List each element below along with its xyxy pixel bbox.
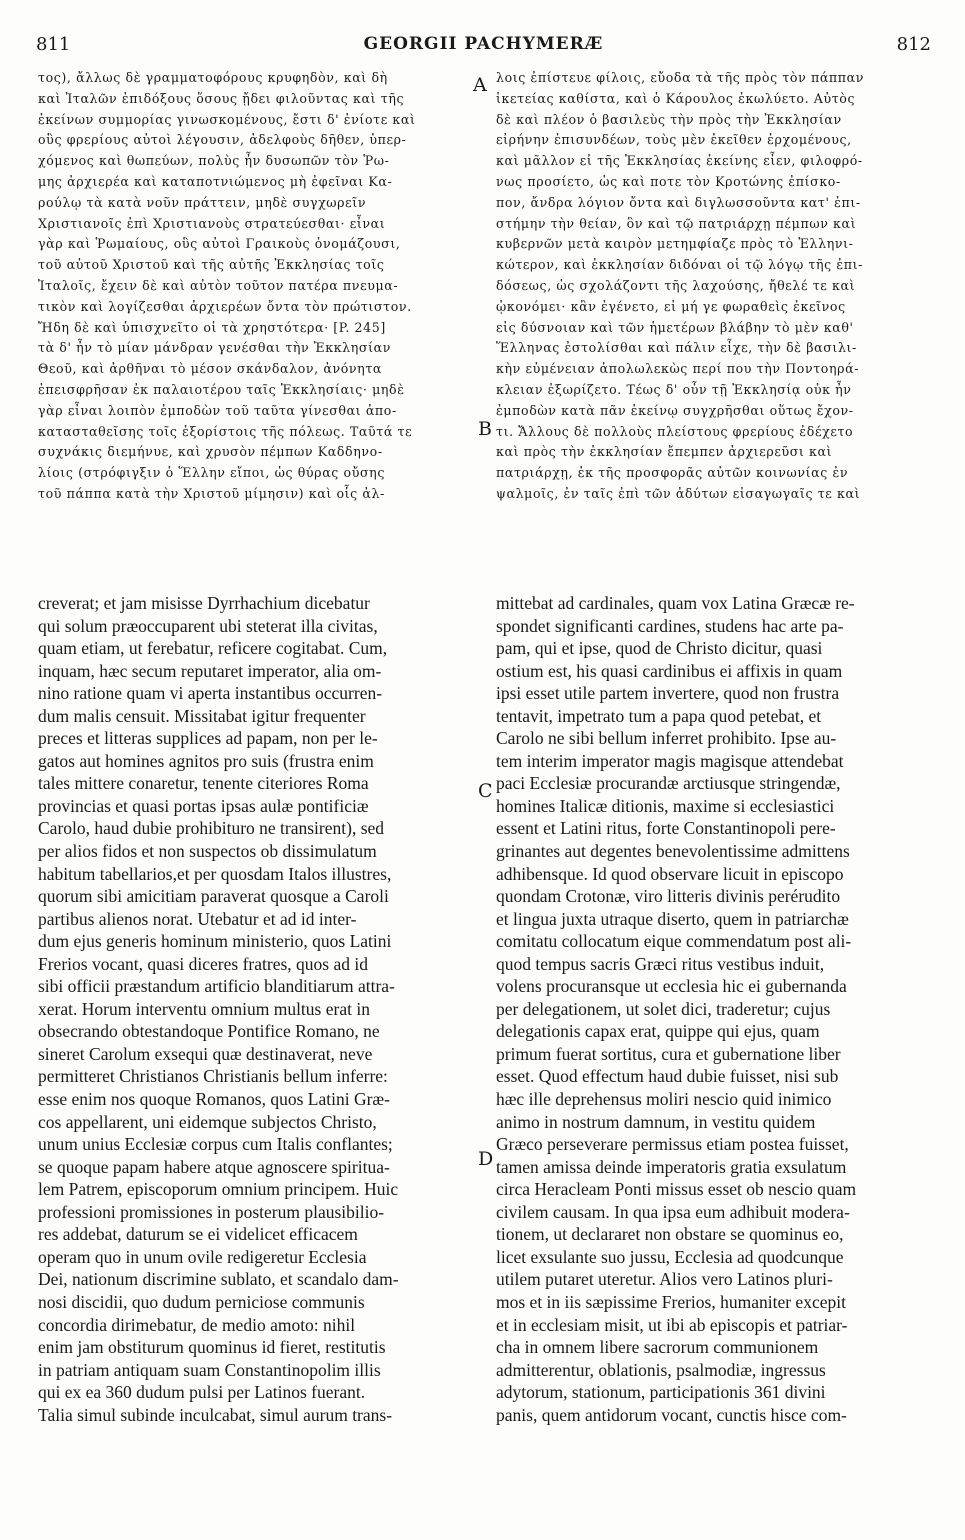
text-line: grinantes aut degentes benevolentissime admittens xyxy=(496,841,850,862)
text-line: εἰς δύσνοιαν καὶ τῶν ἡμετέρων βλάβην τὸ μὲν καθ' xyxy=(496,319,854,335)
text-line: quod tempus sacris Græci ritus vestibus induit, xyxy=(496,953,825,974)
text-line: per delegationem, ut solet dici, traderetur; cujus xyxy=(496,998,831,1019)
text-line: tionem, ut declararet non obstare se quominus eo, xyxy=(496,1224,844,1245)
greek-column-left xyxy=(38,68,470,505)
text-line: professioni promissiones in posterum plausibilio- xyxy=(38,1201,385,1222)
text-line: Græco perseverare permissus etiam postea fuisset, xyxy=(496,1134,849,1155)
text-line: δόσεως, ὡς σχολάζοντι τῆς λαχούσης, ἤθελέ τε καὶ xyxy=(496,277,856,293)
text-line: inquam, hæc secum reputaret imperator, alia om- xyxy=(38,660,382,681)
text-line: Carolo ne sibi bellum inferret prohibito. Ipse au- xyxy=(496,728,837,749)
running-title: GEORGII PACHYMERÆ xyxy=(363,34,604,54)
margin-marker-c: C xyxy=(478,780,493,802)
text-line: Talia simul subinde inculcabat, simul aurum trans- xyxy=(38,1404,393,1425)
text-line: et lingua juxta utraque diserto, quem in patriarchæ xyxy=(496,908,849,929)
text-line: hæc ille deprehensus moliri nescio quid inimico xyxy=(496,1089,832,1110)
margin-marker-d: D xyxy=(478,1148,494,1170)
text-line: esse enim nos quoque Romanos, quos Latini Græ- xyxy=(38,1089,390,1110)
text-line: τος), ἄλλως δὲ γραμματοφόρους κρυφηδὸν, καὶ δὴ xyxy=(38,70,388,85)
text-line: quam etiam, ut ferebatur, reficere cogitabat. Cum, xyxy=(38,638,388,659)
text-line: Θεοῦ, καὶ ἀρθῆναι τὸ μέσον σκάνδαλον, ἀνόνητα xyxy=(38,361,383,377)
text-line: sibi officii præstandum artificio blanditiarum attra- xyxy=(38,976,395,997)
running-header xyxy=(36,34,931,58)
text-line: καὶ πρὸς τὴν ἐκκλησίαν ἔπεμπεν ἀρχιερεῦσι καὶ xyxy=(496,444,833,460)
text-line: ψαλμοῖς, ἐν ταῖς ἐπὶ τῶν ἀδύτων εἰσαγωγαῖς τε καὶ xyxy=(496,485,861,501)
text-line: Ἰταλοῖς, ἔχειν δὲ καὶ αὐτὸν τοῦτον πατέρα πνευμα- xyxy=(38,277,399,293)
text-line: adhibensque. Id quod observare licuit in episcopo xyxy=(496,863,844,884)
text-line: provincias et quasi portas ipsas aulæ pontificiæ xyxy=(38,795,369,816)
text-line: τοῦ πάππα κατὰ τὴν Χριστοῦ μίμησιν) καὶ οἷς ἀλ- xyxy=(38,485,385,501)
text-line: dum ejus generis hominum ministerio, quos Latini xyxy=(38,931,392,952)
text-line: nosi discidii, quo dudum perniciose communis xyxy=(38,1291,365,1312)
text-line: συχνάκις διεμήνυε, καὶ χρυσὸν πέμπων Καδδηνο- xyxy=(38,444,383,460)
text-line: in patriam antiquam suam Constantinopolim illis xyxy=(38,1359,381,1380)
text-line: κυβερνῶν μετὰ καιρὸν μετημφίαζε πρὸς τὸ Ἑλληνι- xyxy=(496,236,854,252)
text-line: primum fuerat sortitus, cura et gubernatione liber xyxy=(496,1043,841,1064)
text-line: cos appellarent, uni eidemque subjectos Christo, xyxy=(38,1111,377,1132)
text-line: xerat. Horum interventu omnium multus erat in xyxy=(38,998,370,1019)
text-line: κλειαν ἐξωρίζετο. Τέως δ' οὖν τῇ Ἐκκλησίᾳ οὐκ ἦν xyxy=(496,381,852,397)
text-line: operam quo in unum ovile redigeretur Ecclesia xyxy=(38,1246,367,1267)
text-line: ἐπεισφρῆσαν ἐκ παλαιοτέρου ταῖς Ἐκκλησίαις· μηδὲ xyxy=(38,381,405,397)
text-line: creverat; et jam misisse Dyrrhachium dicebatur xyxy=(38,593,370,613)
text-line: tales mittere conaretur, tenente citeriores Roma xyxy=(38,773,369,794)
text-line: κώτερον, καὶ ἐκκλησίαν διδόναι οἱ τῷ λόγῳ τῆς ἐπι- xyxy=(496,257,864,273)
text-line: pam, qui et ipse, quod de Christo dicitur, quasi xyxy=(496,638,823,659)
text-line: τι. Ἄλλους δὲ πολλοὺς πλείστους φρερίους ἐδέχετο xyxy=(496,423,854,439)
text-line: unum unius Ecclesiæ corpus cum Italis conflantes; xyxy=(38,1134,393,1155)
page-number-right: 812 xyxy=(896,34,931,55)
text-line: habitum tabellarios,et per quosdam Italos illustres, xyxy=(38,863,392,884)
text-line: essent et Latini ritus, forte Constantinopoli pere- xyxy=(496,818,836,839)
text-line: μης ἀρχιερέα καὶ καταποτνιώμενος μὴ ἐφεῖναι Κα- xyxy=(38,173,393,189)
text-line: mittebat ad cardinales, quam vox Latina Græcæ re- xyxy=(496,593,855,613)
text-line: ᾠκονόμει· κἂν ἐγένετο, εἰ μή γε φωραθεὶς ἐκεῖνος xyxy=(496,298,846,314)
text-line: panis, quem antidorum vocant, cunctis hisce com- xyxy=(496,1404,847,1425)
text-line: comitatu collocatum eique commendatum post ali- xyxy=(496,931,852,952)
text-line: ostium est, his quasi cardinibus ei affixis in quam xyxy=(496,660,843,681)
text-line: νως προσίετο, ὡς καὶ ποτε τὸν Κροτώνης ἐπίσκο- xyxy=(496,173,841,189)
text-line: licet exsulante suo jussu, Ecclesia ad quodcunque xyxy=(496,1246,844,1267)
text-line: admitterentur, oblationis, psalmodiæ, ingressus xyxy=(496,1359,826,1380)
text-line: στήμην τὴν θείαν, ὃν καὶ τῷ πατριάρχῃ πέμπων καὶ xyxy=(496,215,857,231)
text-line: spondet significanti cardines, studens hac arte pa- xyxy=(496,615,844,636)
text-line: εἰρήνην ἐπισυνδέων, τοὺς μὲν ἐκεῖθεν ἐρχομένους, xyxy=(496,132,852,148)
margin-marker-a: A xyxy=(473,74,487,96)
text-line: γὰρ καὶ Ῥωμαίους, οὓς αὐτοὶ Γραικοὺς ὀνομάζουσι, xyxy=(38,236,401,252)
text-line: γὰρ εἶναι λοιπὸν ἐμποδὼν τοῦ ταῦτα γίνεσθαι ἀπο- xyxy=(38,402,397,418)
text-line: Χριστιανοῖς ἐπὶ Χριστιανοὺς στρατεύεσθαι· εἶναι xyxy=(38,215,386,231)
text-line: paci Ecclesiæ procurandæ arctiusque stringendæ, xyxy=(496,773,841,794)
text-line: cha in omnem libere sacrorum communionem xyxy=(496,1337,819,1358)
text-line: lem Patrem, episcoporum omnium principem. Huic xyxy=(38,1179,399,1200)
text-line: quorum sibi amicitiam paraverat quosque a Caroli xyxy=(38,886,389,907)
text-line: κατασταθεῖσης τοῖς ἐξορίστοις τῆς πόλεως. Ταῦτά τε xyxy=(38,423,413,439)
text-line: preces et litteras supplices ad papam, non per le- xyxy=(38,728,378,749)
text-line: τὰ δ' ἦν τὸ μίαν μάνδραν γενέσθαι τὴν Ἐκκλησίαν xyxy=(38,340,391,356)
text-line: χόμενος καὶ θωπεύων, πολὺς ἦν δυσωπῶν τὸν Ῥω- xyxy=(38,153,390,169)
text-line: adytorum, stationum, participationis 361 divini xyxy=(496,1382,826,1403)
text-line: dum malis censuit. Missitabat igitur frequenter xyxy=(38,705,366,726)
text-line: circa Heracleam Ponti missus esset ob nescio quam xyxy=(496,1179,857,1200)
text-line: Carolo, haud dubie prohibituro ne transirent), sed xyxy=(38,818,385,839)
page-number-left: 811 xyxy=(36,34,71,55)
text-line: πον, ἄνδρα λόγιον ὄντα καὶ διγλωσσοῦντα κατ' ἐπι- xyxy=(496,194,861,210)
text-line: qui ex ea 360 dudum pulsi per Latinos fuerant. xyxy=(38,1382,366,1403)
text-line: per alios fidos et non suspectos ob dissimulatum xyxy=(38,841,377,862)
text-line: τικὸν καὶ λογίζεσθαι ἀρχιερέων ὄντα τὸν πρώτιστον. xyxy=(38,298,412,314)
text-line: utilem putaret uteretur. Alios vero Latinos pluri- xyxy=(496,1269,833,1290)
text-line: homines Italicæ ditionis, maxime si ecclesiastici xyxy=(496,795,835,816)
text-line: Ἕλληνας ἐστολίσθαι καὶ πάλιν εἶχε, τὴν δὲ βασιλι- xyxy=(496,340,857,356)
latin-column-left xyxy=(38,592,470,1426)
text-line: obsecrando obtestandoque Pontifice Romano, ne xyxy=(38,1021,380,1042)
text-line: tem interim imperator magis magisque attendebat xyxy=(496,750,844,771)
text-line: Frerios vocant, quasi diceres fratres, quos ad id xyxy=(38,953,368,974)
text-line: tentavit, impetrato tum a papa quod petebat, et xyxy=(496,705,822,726)
text-line: ἱκετείας καθίστα, καὶ ὁ Κάρουλος ἐκωλύετο. Αὐτὸς xyxy=(496,90,856,106)
text-line: se quoque papam habere atque agnoscere spiritua- xyxy=(38,1156,390,1177)
text-line: nino ratione quam vi aperta instantibus occurren- xyxy=(38,683,383,704)
text-line: καὶ μᾶλλον εἰ τῆς Ἐκκλησίας ἐκείνης εἶεν, φιλοφρό- xyxy=(496,153,863,169)
greek-column-right xyxy=(496,68,931,505)
text-line: quondam Crotonæ, viro litteris divinis perérudito xyxy=(496,886,841,907)
text-line: τοῦ αὐτοῦ Χριστοῦ καὶ τῆς αὐτῆς Ἐκκλησίας τοῖς xyxy=(38,257,385,273)
text-line: πατριάρχῃ, ἐκ τῆς προσφορᾶς αὐτῶν κοινωνίας ἐν xyxy=(496,465,849,481)
text-line: tamen amissa deinde imperatoris gratia exsulatum xyxy=(496,1156,847,1177)
text-line: οὓς φρερίους αὐτοὶ λέγουσιν, ἀδελφοὺς δῆθεν, ὑπερ- xyxy=(38,132,407,148)
text-line: δὲ καὶ πλέον ὁ βασιλεὺς τὴν πρὸς τὴν Ἐκκλησίαν xyxy=(496,111,842,127)
latin-column-right xyxy=(496,592,931,1426)
text-line: λοις ἐπίστευε φίλοις, εὔοδα τὰ τῆς πρὸς τὸν πάππαν xyxy=(496,70,865,85)
text-line: permitteret Christianos Christianis bellum inferre: xyxy=(38,1066,388,1087)
text-line: κὴν εὐμένειαν ἀπολωλεκὼς περί που τὴν Ποντοηρά- xyxy=(496,361,860,377)
text-line: res addebat, daturum se ei videlicet efficacem xyxy=(38,1224,358,1245)
text-line: volens procuransque ut ecclesia hic ei gubernanda xyxy=(496,976,847,997)
text-line: sineret Carolum exsequi quæ destinaverat, neve xyxy=(38,1043,373,1064)
text-line: mos et in iis sæpissime Frerios, humaniter excepit xyxy=(496,1291,846,1312)
text-line: concordia dirimebatur, de medio amoto: nihil xyxy=(38,1314,356,1335)
text-line: gatos aut homines agnitos pro suis (frustra enim xyxy=(38,750,374,771)
text-line: ἐμποδὼν κατὰ πᾶν ἐκείνῳ συγχρῆσθαι οὕτως ἔχον- xyxy=(496,402,854,418)
text-line: ρούλῳ τὰ κατὰ νοῦν πράττειν, μηδὲ συγχωρεῖν xyxy=(38,194,367,210)
text-line: ἐκείνων συμμορίας γινωσκομένους, ἔστι δ' ἐνίοτε καὶ xyxy=(38,111,416,127)
text-line: Ἤδη δὲ καὶ ὑπισχνεῖτο οἱ τὰ χρηστότερα· [P. 245] xyxy=(38,319,386,335)
text-line: animo in nostrum damnum, in vestitu quidem xyxy=(496,1111,816,1132)
text-line: esset. Quod effectum haud dubie fuisset, nisi sub xyxy=(496,1066,839,1087)
text-line: Dei, nationum discrimine sublato, et scandalo dam- xyxy=(38,1269,399,1290)
text-line: enim jam obstiturum quominus id fieret, restitutis xyxy=(38,1337,386,1358)
text-line: et in ecclesiam misit, ut ibi ab episcopis et patriar- xyxy=(496,1314,848,1335)
text-line: civilem causam. In qua ipsa eum adhibuit modera- xyxy=(496,1201,850,1222)
text-line: partibus alienos norat. Utebatur et ad id inter- xyxy=(38,908,357,929)
margin-marker-b: B xyxy=(478,418,492,440)
text-line: ipsi esset utile partem invertere, quod non frustra xyxy=(496,683,840,704)
text-line: καὶ Ἰταλῶν ἐπιδόξους ὅσους ᾔδει φιλοῦντας καὶ τῆς xyxy=(38,90,405,106)
text-line: λίοις (στρόφιγξιν ὁ Ἕλλην εἴποι, ὡς θύρας οὔσης xyxy=(38,465,385,481)
text-line: qui solum præoccuparent ubi steterat illa civitas, xyxy=(38,615,378,636)
text-line: delegationis capax erat, quippe qui ejus, quam xyxy=(496,1021,820,1042)
